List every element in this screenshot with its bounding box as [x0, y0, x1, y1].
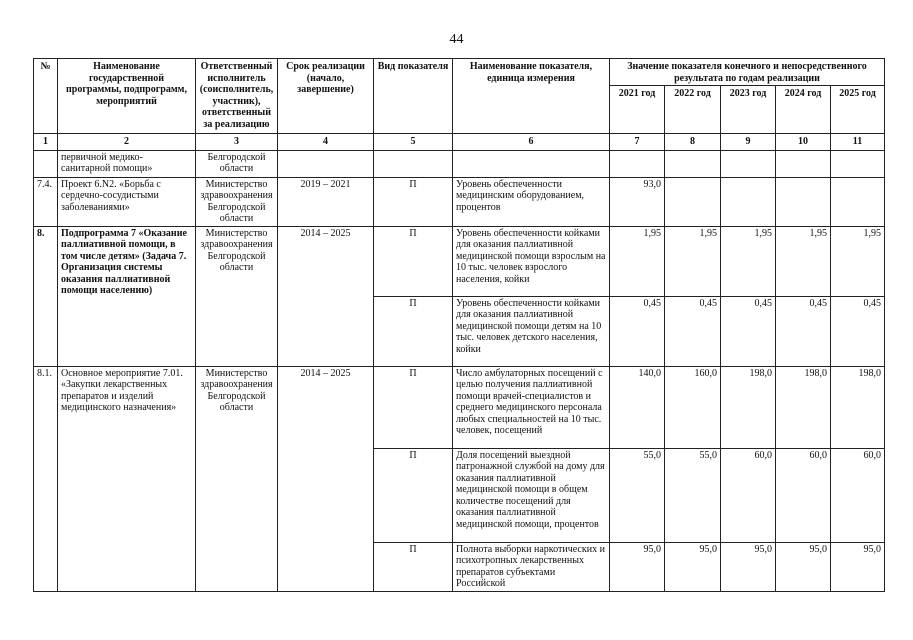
row-indicator: Полнота выборки наркотических и психотропных лекарственных препаратов субъектами Российской — [453, 542, 610, 591]
value-cell: 1,95 — [721, 226, 776, 296]
header-no: № — [34, 59, 58, 134]
value-cell: 95,0 — [721, 542, 776, 591]
col-number: 3 — [196, 134, 278, 151]
col-number: 5 — [374, 134, 453, 151]
row-term: 2019 – 2021 — [278, 177, 374, 226]
value-cell: 55,0 — [610, 448, 665, 542]
header-values-group: Значение показателя конечного и непосредственного результата по годам реализации — [610, 59, 885, 86]
row-indicator: Уровень обеспеченности койками для оказания паллиативной медицинской помощи детям на 10 тыс. человек детского населения, койки — [453, 296, 610, 366]
row-responsible: Белгородской области — [196, 150, 278, 177]
value-cell: 0,45 — [776, 296, 831, 366]
col-number: 10 — [776, 134, 831, 151]
value-cell: 93,0 — [610, 177, 665, 226]
value-cell: 1,95 — [831, 226, 885, 296]
value-cell: 198,0 — [831, 366, 885, 448]
col-number: 2 — [58, 134, 196, 151]
value-cell: 1,95 — [610, 226, 665, 296]
header-year: 2023 год — [721, 86, 776, 134]
header-row-1 — [34, 59, 885, 86]
header-year: 2022 год — [665, 86, 721, 134]
value-cell: 95,0 — [776, 542, 831, 591]
row-indicator: Уровень обеспеченности медицинским оборудованием, процентов — [453, 177, 610, 226]
row-type: П — [374, 542, 453, 591]
value-cell — [721, 177, 776, 226]
header-indicator: Наименование показателя, единица измерения — [453, 59, 610, 134]
row-term: 2014 – 2025 — [278, 226, 374, 366]
header-type: Вид показателя — [374, 59, 453, 134]
header-year: 2021 год — [610, 86, 665, 134]
value-cell: 60,0 — [831, 448, 885, 542]
header-term: Срок реализации (начало, завершение) — [278, 59, 374, 134]
page-number: 44 — [449, 32, 464, 47]
value-cell — [831, 177, 885, 226]
row-responsible: Министерство здравоохранения Белгородской области — [196, 177, 278, 226]
row-type: П — [374, 226, 453, 296]
value-cell — [776, 177, 831, 226]
col-number: 9 — [721, 134, 776, 151]
value-cell: 55,0 — [665, 448, 721, 542]
header-name: Наименование государственной программы, подпрограмм, мероприятий — [58, 59, 196, 134]
row-no: 8.1. — [34, 366, 58, 591]
table-row — [34, 366, 885, 448]
row-type: П — [374, 448, 453, 542]
row-no: 8. — [34, 226, 58, 366]
value-cell: 60,0 — [776, 448, 831, 542]
header-year: 2024 год — [776, 86, 831, 134]
table-row — [34, 177, 885, 226]
value-cell: 0,45 — [721, 296, 776, 366]
value-cell: 1,95 — [665, 226, 721, 296]
value-cell: 140,0 — [610, 366, 665, 448]
value-cell: 60,0 — [721, 448, 776, 542]
row-name: Проект 6.N2. «Борьба с сердечно-сосудистыми заболеваниями» — [58, 177, 196, 226]
table-row — [34, 150, 885, 177]
value-cell: 198,0 — [721, 366, 776, 448]
row-responsible: Министерство здравоохранения Белгородской области — [196, 226, 278, 366]
col-number: 11 — [831, 134, 885, 151]
col-number: 1 — [34, 134, 58, 151]
value-cell: 95,0 — [610, 542, 665, 591]
row-name: Подпрограмма 7 «Оказание паллиативной помощи, в том числе детям» (Задача 7. Организация системы оказания паллиативной помощи населению) — [58, 226, 196, 366]
row-no: 7.4. — [34, 177, 58, 226]
value-cell: 95,0 — [665, 542, 721, 591]
value-cell: 0,45 — [610, 296, 665, 366]
col-number: 4 — [278, 134, 374, 151]
row-name: первичной медико-санитарной помощи» — [58, 150, 196, 177]
row-type: П — [374, 296, 453, 366]
value-cell: 0,45 — [831, 296, 885, 366]
value-cell: 198,0 — [776, 366, 831, 448]
row-indicator: Доля посещений выездной патронажной службой на дому для оказания паллиативной медицинской помощи в общем количестве посещений для оказания паллиативной медицинской помощи, процентов — [453, 448, 610, 542]
row-indicator: Число амбулаторных посещений с целью получения паллиативной помощи врачей-специалистов и среднего медицинского персонала любых специальностей на 10 тыс. человек, посещений — [453, 366, 610, 448]
header-year: 2025 год — [831, 86, 885, 134]
value-cell — [665, 177, 721, 226]
col-number: 6 — [453, 134, 610, 151]
value-cell: 0,45 — [665, 296, 721, 366]
row-name: Основное мероприятие 7.01. «Закупки лекарственных препаратов и изделий медицинского назначения» — [58, 366, 196, 591]
row-type: П — [374, 366, 453, 448]
row-type: П — [374, 177, 453, 226]
row-indicator: Уровень обеспеченности койками для оказания паллиативной медицинской помощи взрослым на 10 тыс. человек взрослого населения, койки — [453, 226, 610, 296]
indicators-table — [33, 58, 885, 592]
row-responsible: Министерство здравоохранения Белгородской области — [196, 366, 278, 591]
value-cell: 160,0 — [665, 366, 721, 448]
col-number: 8 — [665, 134, 721, 151]
value-cell: 1,95 — [776, 226, 831, 296]
row-term: 2014 – 2025 — [278, 366, 374, 591]
header-responsible: Ответственный исполнитель (соисполнитель, участник), ответственный за реализацию — [196, 59, 278, 134]
column-numbers-row — [34, 134, 885, 151]
table-row — [34, 226, 885, 296]
value-cell: 95,0 — [831, 542, 885, 591]
col-number: 7 — [610, 134, 665, 151]
